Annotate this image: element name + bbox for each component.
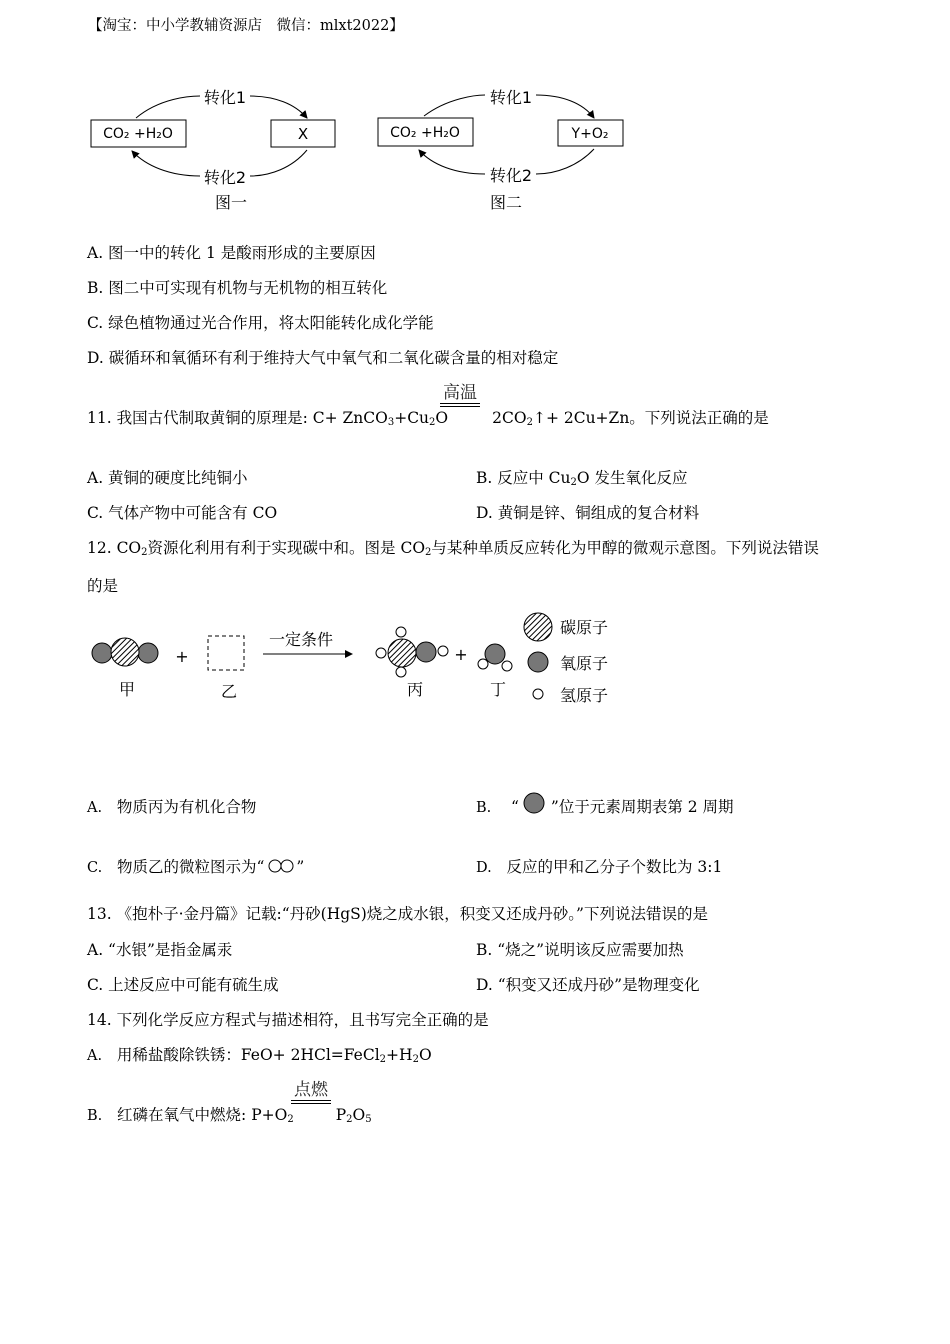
q12-option-c: C. 物质乙的微粒图示为“ ” <box>87 858 305 876</box>
oxygen-atom <box>92 643 112 663</box>
q11-equal-bars <box>440 403 480 407</box>
q11-option-b: B. 反应中 $Cu_2O$ 发生氧化反应 <box>476 469 688 488</box>
q13-option-d: D. “积变又还成丹砂”是物理变化 <box>476 976 700 994</box>
fig2-bottom-arrow <box>419 150 485 174</box>
q14-option-a: A. 用稀盐酸除铁锈：$FeO+ 2HCl=FeCl_2+H_2O$ <box>87 1046 432 1065</box>
q14-condition-label: 点燃 <box>294 1080 328 1100</box>
q13-option-c: C. 上述反应中可能有硫生成 <box>87 976 279 994</box>
q10-option-d: D. 碳循环和氧循环有利于维持大气中氧气和二氧化碳含量的相对稳定 <box>87 349 559 367</box>
q11-prod-pre: 2CO <box>492 409 527 427</box>
q11-stem-o: O <box>435 409 449 427</box>
fig1-top-arrow <box>250 96 307 118</box>
fig2-left-label: CO₂ +H₂O <box>390 125 460 141</box>
figure-2 <box>378 88 623 212</box>
q11-condition <box>440 378 480 407</box>
label-bing: 丙 <box>406 680 424 699</box>
q11-sub-1: 3 <box>387 417 395 428</box>
q13-option-a: A. “水银”是指金属汞 <box>87 941 233 959</box>
fig1-left-label: CO₂ +H₂O <box>103 126 173 142</box>
page-header: 【淘宝：中小学教辅资源店 微信：mlxt2022】 <box>88 18 404 34</box>
figure-1 <box>91 88 335 212</box>
q11-stem-pre: 11. 我国古代制取黄铜的原理是: C+ ZnCO <box>87 409 388 427</box>
molecule-bing <box>376 627 448 699</box>
fig1-caption: 图一 <box>214 193 248 212</box>
oxygen-atom <box>416 642 436 662</box>
fig1-bottom-label: 转化2 <box>203 168 247 187</box>
molecule-jia <box>92 638 158 699</box>
hydrogen-atom <box>396 627 406 637</box>
carbon-atom <box>388 639 416 667</box>
fig2-bottom-label: 转化2 <box>489 166 533 185</box>
q11-option-c: C. 气体产物中可能含有 CO <box>87 504 278 522</box>
q12-stem-line2: 的是 <box>87 577 119 595</box>
hydrogen-atom <box>396 667 406 677</box>
fig2-bottom-arc-right <box>536 149 594 174</box>
hydrogen-atom <box>502 661 512 671</box>
q12-option-a: A. 物质丙为有机化合物 <box>87 798 257 816</box>
label-yi: 乙 <box>220 682 238 701</box>
q13-stem: 13. 《抱朴子·金丹篇》记载:“丹砂(HgS)烧之成水银，积变又还成丹砂。”下列说法错误的是 <box>87 905 708 923</box>
q14-condition <box>291 1075 331 1104</box>
reaction-condition: 一定条件 <box>268 630 334 649</box>
q11-prod-post: ↑+ 2Cu+Zn。下列说法正确的是 <box>532 409 769 427</box>
q11-option-d: D. 黄铜是锌、铜组成的复合材料 <box>476 504 700 522</box>
molecule-diagram <box>80 605 640 725</box>
fig2-top-arc-left <box>424 95 485 116</box>
fig1-bottom-arc-right <box>250 150 307 176</box>
q11-stem <box>87 406 769 428</box>
carbon-atom <box>111 638 139 666</box>
q10-option-c: C. 绿色植物通过光合作用，将太阳能转化成化学能 <box>87 314 434 332</box>
q11-stem-mid: +Cu <box>394 409 430 427</box>
legend-hydrogen-icon <box>533 689 543 699</box>
fig1-top-arc-left <box>136 96 200 118</box>
fig2-caption: 图二 <box>489 193 523 212</box>
fig2-right-label: Y+O₂ <box>571 126 609 142</box>
plus-2: + <box>454 645 468 664</box>
fig1-right-label: X <box>297 125 309 143</box>
hydrogen-atom <box>438 646 448 656</box>
molecule-yi <box>208 636 244 701</box>
fig2-top-arrow <box>536 95 594 118</box>
cycle-diagrams <box>80 80 640 220</box>
q11-sub-2: 2 <box>429 417 436 428</box>
q14-equal-bars <box>291 1100 331 1104</box>
fig2-top-label: 转化1 <box>489 88 533 107</box>
legend-hydrogen-label: 氢原子 <box>560 686 609 705</box>
label-ding: 丁 <box>489 680 507 699</box>
legend-carbon-icon <box>524 613 552 641</box>
q12-option-d: D. 反应的甲和乙分子个数比为 3:1 <box>476 858 723 876</box>
fig1-bottom-arrow <box>132 151 200 176</box>
q10-option-a: A. 图一中的转化 1 是酸雨形成的主要原因 <box>87 244 376 262</box>
label-jia: 甲 <box>118 680 136 699</box>
q14-stem: 14. 下列化学反应方程式与描述相符，且书写完全正确的是 <box>87 1011 489 1029</box>
plus-1: + <box>175 647 189 666</box>
oxygen-atom <box>485 644 505 664</box>
q10-option-b: B. 图二中可实现有机物与无机物的相互转化 <box>87 279 388 297</box>
hydrogen-atom <box>376 648 386 658</box>
molecule-ding <box>478 644 512 699</box>
q12-option-b: B. “ ”位于元素周期表第 2 周期 <box>476 795 734 817</box>
legend <box>524 613 608 705</box>
hydrogen-molecule-icon <box>266 856 298 876</box>
q11-option-a: A. 黄铜的硬度比纯铜小 <box>87 469 248 487</box>
hydrogen-atom <box>478 659 488 669</box>
q11-sub-3: 2 <box>526 417 533 428</box>
q11-condition-label: 高温 <box>443 383 477 403</box>
legend-oxygen-icon <box>528 652 548 672</box>
q12-stem: 12. $CO_2$资源化利用有利于实现碳中和。图是 $CO_2$与某种单质反应转化为甲醇的微观示意图。下列说法错误 <box>87 539 819 558</box>
oxygen-atom-icon <box>521 790 547 816</box>
legend-carbon-label: 碳原子 <box>560 618 609 637</box>
q14-option-b: B. 红磷在氧气中燃烧: $P+O_2$ $P_2O_5$ <box>87 1106 372 1125</box>
oxygen-atom <box>138 643 158 663</box>
legend-oxygen-label: 氧原子 <box>560 654 609 673</box>
q13-option-b: B. “烧之”说明该反应需要加热 <box>476 941 684 959</box>
unknown-box <box>208 636 244 670</box>
fig1-top-label: 转化1 <box>203 88 247 107</box>
